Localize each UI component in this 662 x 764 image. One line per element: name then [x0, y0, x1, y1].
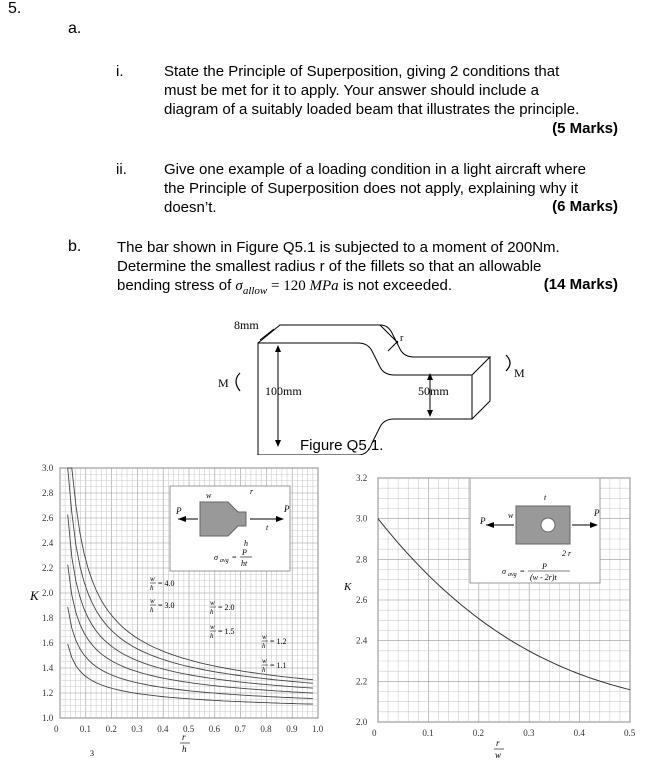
question-number: 5. — [8, 0, 22, 17]
part-a-ii-marks: (6 Marks) — [552, 198, 618, 215]
inset-r: r — [250, 487, 254, 496]
inset-p-left: P — [176, 506, 182, 516]
figure-caption: Figure Q5.1. — [300, 437, 384, 454]
moment-label-right: M — [514, 366, 525, 380]
text-line: The bar shown in Figure Q5.1 is subjected to a moment of 200Nm. — [117, 239, 560, 256]
inset-t: t — [544, 493, 547, 502]
arrow-head — [275, 345, 281, 352]
inset-formula-den: (w - 2r)t — [530, 573, 557, 582]
curve-ratio-den: h — [262, 666, 266, 674]
curve-ratio-den: h — [210, 608, 214, 616]
right-y-tick: 3.2 — [356, 473, 368, 483]
left-y-tick: 1.2 — [42, 688, 54, 698]
thickness-leader — [260, 329, 274, 340]
inset-formula-den: ht — [241, 559, 248, 568]
left-y-tick: 1.0 — [42, 713, 54, 723]
inset-formula-sub: avg — [220, 558, 229, 564]
sigma-symbol: σ — [235, 278, 243, 294]
inset-formula-eq: = — [520, 567, 525, 576]
left-y-tick: 1.8 — [42, 613, 54, 623]
text-line: State the Principle of Superposition, giving 2 conditions that — [164, 63, 560, 80]
curve-ratio-num: w — [262, 633, 267, 641]
inset-w: w — [206, 491, 212, 500]
stray-mark: 3 — [90, 749, 94, 758]
part-a-i-text — [164, 62, 634, 119]
text-line: Determine the smallest radius r of the fillets so that an allowable — [117, 258, 542, 275]
text-fragment: bending stress of — [117, 277, 236, 294]
inset-formula-num: P — [542, 562, 547, 571]
left-y-tick: 3.0 — [42, 463, 54, 473]
left-x-tick: 0.3 — [131, 724, 143, 734]
left-chart — [0, 456, 330, 764]
curve-ratio-num: w — [210, 623, 215, 631]
inset-p-left: P — [480, 516, 486, 526]
curve-label: = 1.1 — [270, 661, 287, 670]
left-x-label-num: r — [182, 732, 186, 742]
curve-ratio-den: h — [210, 632, 214, 640]
curve-label: = 3.0 — [158, 601, 175, 610]
curve-label: = 4.0 — [158, 579, 175, 588]
right-x-tick: 0.1 — [422, 728, 434, 738]
right-chart — [330, 456, 662, 764]
left-x-tick: 0.7 — [234, 724, 246, 734]
thickness-label: 8mm — [234, 318, 259, 332]
text-line: diagram of a suitably loaded beam that illustrates the principle. — [164, 101, 580, 118]
inset-w: w — [508, 511, 514, 520]
inset-p-right: P — [284, 504, 290, 514]
inset-t: t — [266, 523, 269, 532]
left-x-tick: 0.5 — [183, 724, 195, 734]
right-x-label-den: w — [495, 750, 502, 760]
text-line: the Principle of Superposition does not apply, explaining why it — [164, 180, 579, 197]
text-line: must be met for it to apply. Your answer should include a — [164, 82, 539, 99]
part-a-i-label: i. — [116, 63, 124, 80]
width-large-label: 100mm — [265, 384, 302, 398]
right-y-tick: 3.0 — [356, 513, 368, 524]
inset-formula-sub: avg — [508, 572, 517, 578]
right-x-tick: 0.3 — [523, 728, 535, 738]
curve-label: = 2.0 — [218, 603, 235, 612]
bar-figure — [0, 315, 662, 455]
left-y-tick: 2.8 — [42, 488, 54, 498]
curve-ratio-num: w — [262, 657, 267, 665]
right-y-axis-label: K — [344, 581, 352, 593]
sigma-subscript: allow — [242, 285, 268, 297]
left-y-tick: 1.6 — [42, 638, 54, 648]
inset-2r: 2 r — [562, 549, 572, 558]
right-y-tick: 2.0 — [356, 717, 368, 727]
left-x-tick: 0.6 — [208, 724, 221, 734]
right-x-tick: 0 — [372, 728, 377, 738]
curve-ratio-num: w — [150, 575, 155, 583]
radius-leader — [388, 341, 398, 351]
moment-arrow-right-icon — [506, 355, 510, 371]
left-x-tick: 0.4 — [157, 724, 169, 734]
radius-label: r — [400, 333, 404, 344]
right-y-tick: 2.4 — [356, 635, 368, 646]
left-y-tick: 2.4 — [42, 538, 54, 548]
left-x-label-den: h — [182, 744, 187, 754]
right-x-label-num: r — [496, 738, 500, 748]
left-x-tick: 0 — [54, 724, 59, 734]
part-a-i-marks: (5 Marks) — [552, 120, 618, 137]
right-y-tick: 2.6 — [356, 595, 368, 605]
inset-h: h — [244, 539, 248, 548]
equals-value: = 120 — [267, 278, 310, 294]
moment-label-left: M — [218, 376, 229, 390]
inset-p-right: P — [594, 508, 600, 518]
right-x-tick: 0.5 — [624, 728, 636, 738]
left-curve — [68, 607, 313, 699]
left-x-tick: 0.8 — [260, 724, 272, 734]
left-curve — [68, 565, 313, 693]
part-b-marks: (14 Marks) — [543, 276, 618, 293]
curve-ratio-den: h — [262, 642, 266, 650]
left-x-tick: 0.9 — [286, 724, 298, 734]
arrow-head — [427, 410, 433, 417]
curve-ratio-num: w — [150, 597, 155, 605]
curve-ratio-den: h — [150, 584, 154, 592]
left-x-tick: 0.2 — [105, 724, 117, 734]
inset-formula-eq: = — [232, 553, 237, 562]
bar-top-edge-right — [380, 325, 490, 375]
left-y-tick: 2.2 — [42, 563, 54, 573]
curve-ratio-den: h — [150, 606, 154, 614]
inset-hole-icon — [541, 518, 555, 532]
right-y-tick: 2.8 — [356, 554, 368, 565]
left-y-axis-label: K — [30, 588, 39, 603]
arrow-head — [427, 373, 433, 380]
width-small-label: 50mm — [418, 384, 449, 398]
unit: MPa — [309, 278, 339, 294]
text-fragment: is not exceeded. — [338, 277, 453, 294]
bar-top-edge — [258, 325, 398, 343]
inset-formula-lhs: σ — [502, 567, 506, 576]
left-y-tick: 2.6 — [42, 513, 54, 523]
left-y-tick: 2.0 — [42, 588, 54, 598]
inset-formula-lhs: σ — [214, 553, 218, 562]
part-a-ii-label: ii. — [116, 161, 127, 178]
text-line: doesn’t. — [164, 199, 217, 216]
moment-arrow-left-icon — [236, 373, 240, 391]
right-x-tick: 0.4 — [573, 728, 585, 738]
curve-label: = 1.5 — [218, 627, 235, 636]
inset-formula-num: P — [242, 548, 247, 557]
left-y-tick: 1.4 — [42, 663, 54, 673]
part-a-label: a. — [68, 20, 82, 37]
part-b-label: b. — [68, 238, 82, 255]
text-line: Give one example of a loading condition in a light aircraft where — [164, 161, 586, 178]
curve-label: = 1.2 — [270, 637, 287, 646]
curve-ratio-num: w — [210, 599, 215, 607]
arrow-head — [275, 440, 281, 447]
right-x-tick: 0.2 — [472, 728, 485, 738]
right-y-tick: 2.2 — [356, 676, 368, 687]
left-x-tick: 1.0 — [312, 724, 324, 734]
left-x-tick: 0.1 — [79, 724, 92, 734]
